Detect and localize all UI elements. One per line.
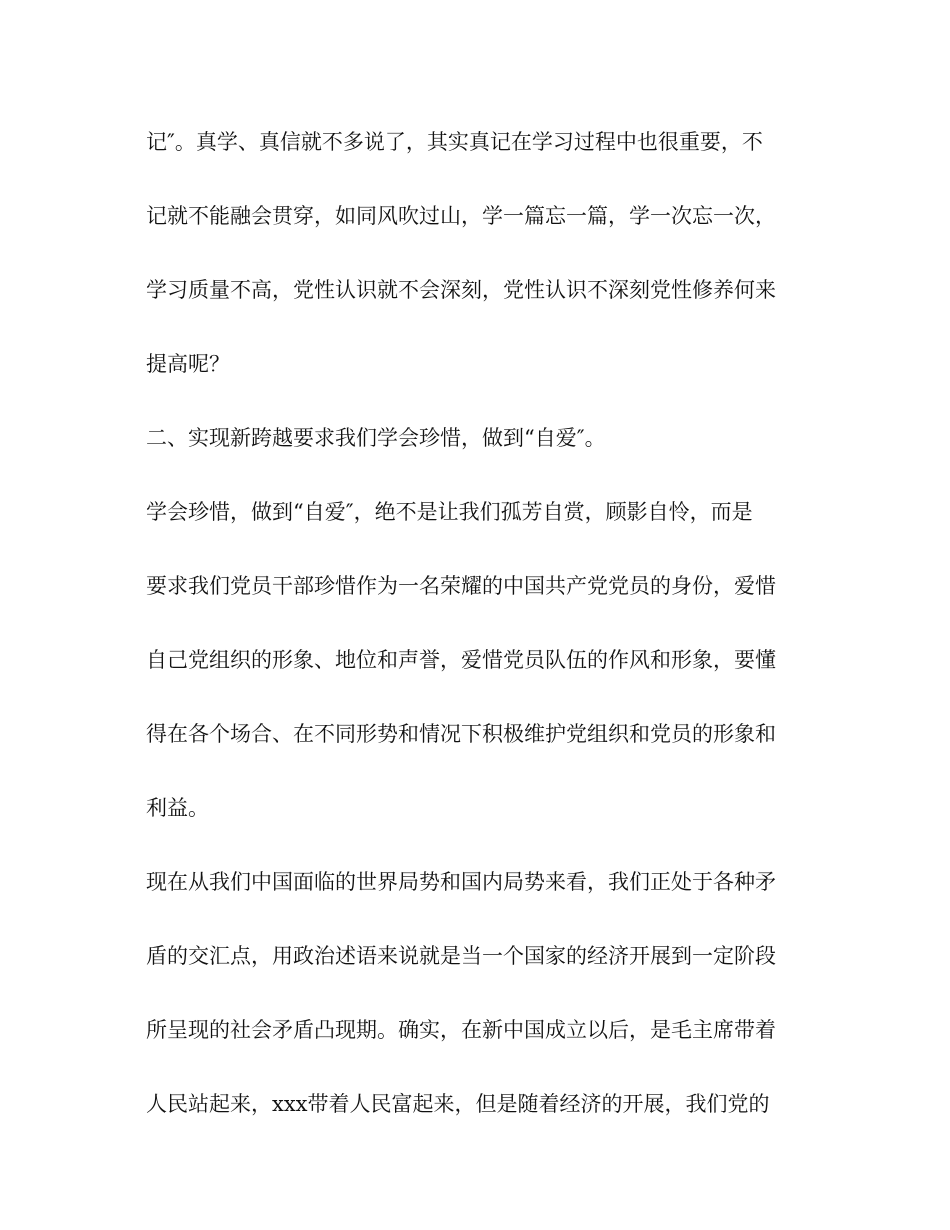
text-line: 人民站起来，xxx带着人民富起来，但是随着经济的开展，我们党的 [146,1092,770,1116]
text-line: 记″。真学、真信就不多说了，其实真记在学习过程中也很重要，不 [146,130,763,154]
text-line: 所呈现的社会矛盾凸现期。确实，在新中国成立以后，是毛主席带着 [146,1018,776,1042]
text-line: 学习质量不高，党性认识就不会深刻，党性认识不深刻党性修养何来 [146,278,776,302]
text-line: 记就不能融会贯穿，如同风吹过山，学一篇忘一篇，学一次忘一次， [146,204,776,228]
text-line: 自己党组织的形象、地位和声誉，爱惜党员队伍的作风和形象，要懂 [146,648,776,672]
text-line: 利益。 [146,796,209,820]
text-line: 盾的交汇点，用政治述语来说就是当一个国家的经济开展到一定阶段 [146,944,776,968]
text-line: 学会珍惜，做到“自爱″，绝不是让我们孤芳自赏，顾影自怜，而是 [146,500,753,524]
text-line: 现在从我们中国面临的世界局势和国内局势来看，我们正处于各种矛 [146,870,776,894]
text-line: 要求我们党员干部珍惜作为一名荣耀的中国共产党党员的身份，爱惜 [146,574,776,598]
section-heading: 二、实现新跨越要求我们学会珍惜，做到“自爱″。 [146,426,606,450]
text-line: 提高呢？ [146,352,230,376]
text-line: 得在各个场合、在不同形势和情况下积极维护党组织和党员的形象和 [146,722,776,746]
document-body [146,124,806,1123]
